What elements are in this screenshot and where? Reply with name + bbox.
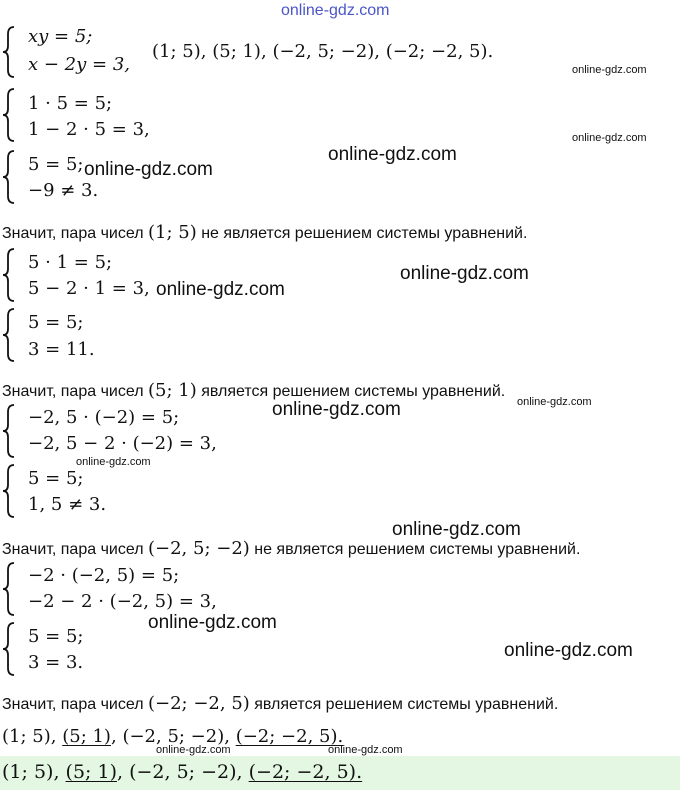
watermark-small: online-gdz.com [572, 132, 647, 144]
check1-eq-a1: 1 · 5 = 5; [28, 93, 113, 114]
conclusion-pair: (−2, 5; −2) [148, 538, 250, 559]
check4-eq-b2: 3 = 3. [28, 652, 84, 673]
check4-eq-b1: 5 = 5; [28, 626, 84, 647]
answer-bar [0, 756, 680, 790]
check3-eq-a1: −2, 5 · (−2) = 5; [28, 407, 180, 428]
check2-eq-a2: 5 − 2 · 1 = 3, [28, 278, 150, 299]
check4-conclusion [2, 693, 558, 714]
watermark-big: online-gdz.com [328, 144, 457, 165]
check3-conclusion [2, 538, 580, 559]
candidate-pair: (5; 1) [212, 41, 261, 62]
conclusion-suffix: является решением системы уравнений. [201, 383, 506, 400]
conclusion-prefix: Значит, пара чисел [2, 696, 144, 713]
answer-pair-underlined: (5; 1) [65, 761, 117, 783]
final-pair: (−2, 5; −2) [122, 726, 225, 747]
conclusion-suffix: является решением системы уравнений. [254, 696, 559, 713]
answer-pair-underlined: (−2; −2, 5). [248, 761, 363, 783]
watermark-small: online-gdz.com [517, 396, 592, 408]
check2-brace-b [2, 308, 16, 362]
check4-brace-b [2, 622, 16, 676]
conclusion-suffix: не является решением системы уравнений. [201, 225, 528, 242]
system-eq1: xy = 5; [28, 26, 93, 47]
check3-eq-b1: 5 = 5; [28, 468, 84, 489]
watermark-small: online-gdz.com [328, 744, 403, 756]
check4-brace-a [2, 562, 16, 616]
system-brace [2, 26, 16, 78]
check1-eq-b2: −9 ≠ 3. [28, 180, 99, 201]
separator: , [110, 726, 117, 747]
watermark-big: online-gdz.com [156, 279, 285, 300]
watermark-big: online-gdz.com [84, 159, 213, 180]
final-pair-underlined: (−2; −2, 5). [235, 726, 344, 747]
candidate-pair: (−2; −2, 5). [385, 41, 494, 62]
watermark-big: online-gdz.com [504, 640, 633, 661]
answer-pair: (−2, 5; −2) [129, 761, 237, 783]
separator: , [236, 761, 243, 783]
check2-eq-b1: 5 = 5; [28, 312, 84, 333]
conclusion-suffix: не является решением системы уравнений. [254, 541, 581, 558]
check2-eq-b2: 3 = 11. [28, 339, 95, 360]
final-pair-underlined: (5; 1) [62, 726, 111, 747]
system-eq2: x − 2y = 3, [28, 54, 130, 75]
conclusion-pair: (1; 5) [148, 222, 197, 243]
watermark-small: online-gdz.com [572, 64, 647, 76]
check2-conclusion [2, 380, 505, 401]
final-pair: (1; 5) [2, 726, 51, 747]
separator: , [53, 761, 60, 783]
separator: , [224, 726, 230, 747]
check1-brace-b [2, 150, 16, 204]
check2-eq-a1: 5 · 1 = 5; [28, 252, 113, 273]
check3-eq-a2: −2, 5 − 2 · (−2) = 3, [28, 433, 217, 454]
conclusion-pair: (5; 1) [148, 380, 197, 401]
watermark-top: online-gdz.com [281, 2, 390, 19]
separator: , [260, 41, 267, 62]
separator: , [374, 41, 380, 62]
check3-brace-b [2, 464, 16, 518]
conclusion-pair: (−2; −2, 5) [148, 693, 250, 714]
conclusion-prefix: Значит, пара чисел [2, 541, 144, 558]
watermark-small: online-gdz.com [156, 744, 231, 756]
candidate-list [152, 41, 493, 62]
check1-conclusion [2, 222, 527, 243]
answer-line [2, 761, 362, 783]
check3-brace-a [2, 404, 16, 458]
check3-eq-b2: 1, 5 ≠ 3. [28, 494, 107, 515]
separator: , [117, 761, 124, 783]
separator: , [200, 41, 207, 62]
check1-brace-a [2, 88, 16, 142]
candidate-pair: (−2, 5; −2) [272, 41, 375, 62]
check1-eq-b1: 5 = 5; [28, 154, 84, 175]
conclusion-prefix: Значит, пара чисел [2, 383, 144, 400]
watermark-big: online-gdz.com [272, 399, 401, 420]
check4-eq-a1: −2 · (−2, 5) = 5; [28, 565, 180, 586]
check2-brace-a [2, 248, 16, 302]
conclusion-prefix: Значит, пара чисел [2, 225, 144, 242]
check4-eq-a2: −2 − 2 · (−2, 5) = 3, [28, 591, 217, 612]
answer-pair: (1; 5) [2, 761, 54, 783]
check1-eq-a2: 1 − 2 · 5 = 3, [28, 119, 150, 140]
watermark-big: online-gdz.com [392, 519, 521, 540]
watermark-small: online-gdz.com [76, 456, 151, 468]
watermark-big: online-gdz.com [148, 612, 277, 633]
candidate-pair: (1; 5) [152, 41, 201, 62]
separator: , [50, 726, 57, 747]
watermark-big: online-gdz.com [400, 263, 529, 284]
